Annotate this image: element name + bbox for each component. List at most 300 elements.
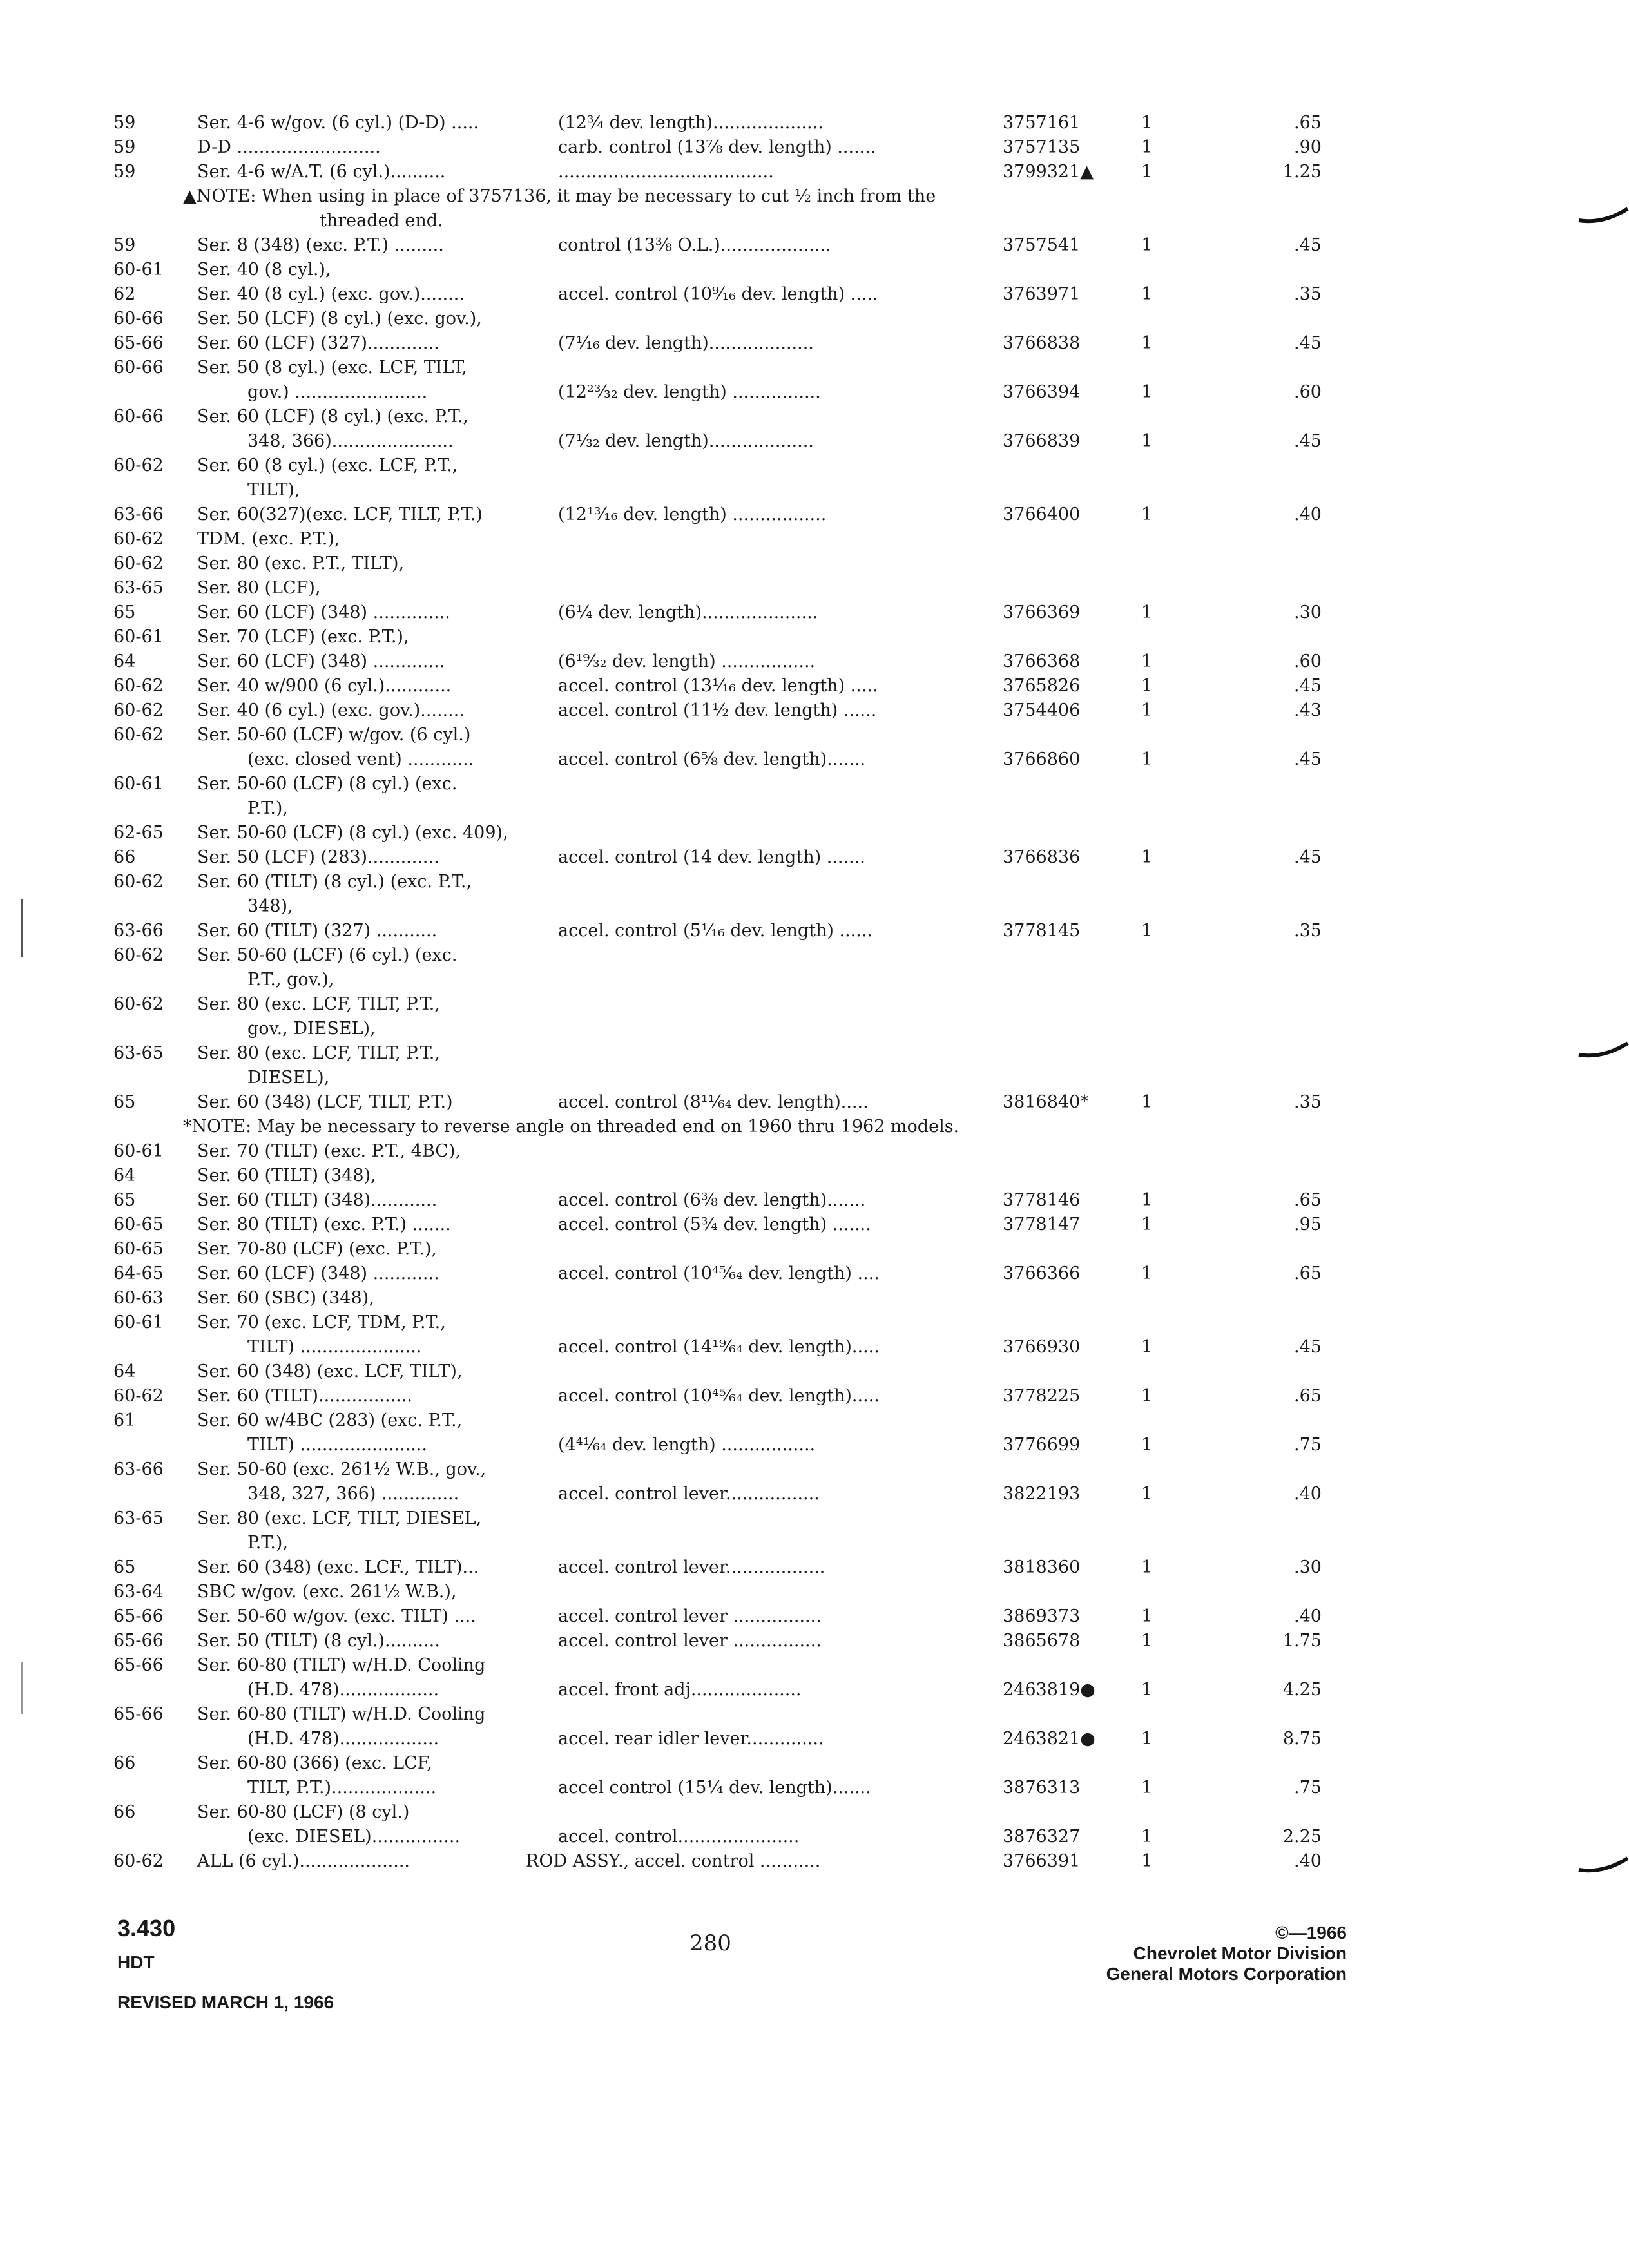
copyright: ©—1966 — [1275, 1923, 1347, 1943]
part-number: 3778146 — [1003, 1190, 1081, 1210]
section-code: HDT — [117, 1952, 155, 1972]
table-row — [113, 1311, 1376, 1335]
table-row — [113, 1800, 1376, 1825]
table-row — [113, 1849, 1376, 1874]
model-year: 62 — [113, 284, 136, 304]
model-year: 65-66 — [113, 333, 164, 353]
model-application: gov.) ........................ — [247, 382, 428, 402]
list-price: .45 — [1294, 847, 1322, 867]
model-year: 66 — [113, 847, 136, 867]
model-year: 60-62 — [113, 700, 164, 720]
quantity: 1 — [1141, 651, 1153, 671]
model-year: 60-61 — [113, 627, 164, 647]
table-row — [113, 282, 1376, 307]
part-description: ....................................... — [558, 162, 774, 182]
model-application: TILT), — [247, 480, 300, 500]
table-row — [113, 111, 1376, 135]
table-row — [113, 894, 1376, 919]
note-text: ▲NOTE: When using in place of 3757136, it may be necessary to cut ½ inch from the — [183, 186, 936, 206]
model-application: P.T.), — [247, 798, 289, 818]
binding-mark — [1577, 206, 1629, 226]
table-row — [113, 1751, 1376, 1776]
model-year: 60-62 — [113, 994, 164, 1014]
part-number: 3754406 — [1003, 700, 1081, 720]
model-application: Ser. 50 (LCF) (283)............. — [197, 847, 439, 867]
model-application: ALL (6 cyl.).................... — [197, 1851, 410, 1871]
model-year: 63-65 — [113, 1508, 164, 1528]
table-row — [113, 747, 1376, 772]
table-row — [113, 527, 1376, 552]
binding-mark — [1577, 1041, 1629, 1060]
part-number: 3766394 — [1003, 382, 1081, 402]
model-application: Ser. 50 (8 cyl.) (exc. LCF, TILT, — [197, 358, 467, 378]
part-description: accel. control (11½ dev. length) ...... — [558, 700, 877, 720]
model-year: 63-65 — [113, 578, 164, 598]
model-application: (exc. DIESEL)................ — [247, 1827, 461, 1847]
part-description: accel. control (13¹⁄₁₆ dev. length) ..... — [558, 676, 878, 696]
table-row — [113, 1213, 1376, 1237]
quantity: 1 — [1141, 431, 1153, 451]
model-application: Ser. 60 (TILT)................. — [197, 1386, 412, 1406]
list-price: .40 — [1294, 505, 1322, 524]
part-description: accel. control (14¹⁹⁄₆₄ dev. length)..... — [558, 1337, 880, 1357]
parts-list — [113, 111, 1376, 1874]
model-year: 60-63 — [113, 1288, 164, 1308]
model-application: 348, 327, 366) .............. — [247, 1484, 459, 1504]
model-application: Ser. 60 (8 cyl.) (exc. LCF, P.T., — [197, 456, 458, 476]
model-application: Ser. 40 w/900 (6 cyl.)............ — [197, 676, 452, 696]
table-row — [113, 1335, 1376, 1360]
part-description: accel. control (5¹⁄₁₆ dev. length) ...... — [558, 921, 873, 941]
model-year: 60-61 — [113, 1312, 164, 1332]
table-row — [113, 992, 1376, 1017]
list-price: 4.25 — [1282, 1680, 1322, 1700]
model-year: 66 — [113, 1802, 136, 1822]
model-application: Ser. 50-60 (LCF) (8 cyl.) (exc. — [197, 774, 458, 794]
quantity: 1 — [1141, 1435, 1153, 1455]
part-description: accel. control (6⅝ dev. length)....... — [558, 749, 866, 769]
part-number: 3766836 — [1003, 847, 1081, 867]
model-year: 65 — [113, 602, 136, 622]
model-year: 60-65 — [113, 1215, 164, 1235]
table-row — [113, 1580, 1376, 1604]
part-number: 3876313 — [1003, 1778, 1081, 1798]
part-description: ROD ASSY., accel. control ........... — [526, 1851, 821, 1871]
table-row — [113, 1408, 1376, 1433]
model-application: Ser. 4-6 w/gov. (6 cyl.) (D-D) ..... — [197, 113, 479, 133]
model-application: Ser. 40 (8 cyl.) (exc. gov.)........ — [197, 284, 465, 304]
model-application: Ser. 60 (LCF) (348) .............. — [197, 602, 450, 622]
model-year: 59 — [113, 137, 136, 157]
list-price: .40 — [1294, 1851, 1322, 1871]
model-application: Ser. 80 (exc. P.T., TILT), — [197, 553, 405, 573]
part-description: accel. control lever.................. — [558, 1557, 825, 1577]
model-application: TILT) ....................... — [247, 1435, 427, 1455]
quantity: 1 — [1141, 382, 1153, 402]
model-application: Ser. 60(327)(exc. LCF, TILT, P.T.) — [197, 505, 483, 524]
table-row — [113, 1017, 1376, 1041]
list-price: .43 — [1294, 700, 1322, 720]
table-row — [113, 1702, 1376, 1727]
list-price: .40 — [1294, 1606, 1322, 1626]
model-application: Ser. 60 (348) (LCF, TILT, P.T.) — [197, 1092, 453, 1112]
section-number: 3.430 — [117, 1915, 176, 1941]
scan-artifact — [21, 899, 23, 957]
part-number: 3865678 — [1003, 1631, 1081, 1651]
model-application: Ser. 50 (TILT) (8 cyl.).......... — [197, 1631, 440, 1651]
revision-date: REVISED MARCH 1, 1966 — [117, 1992, 334, 2012]
quantity: 1 — [1141, 1729, 1153, 1749]
model-application: Ser. 70 (LCF) (exc. P.T.), — [197, 627, 409, 647]
model-application: Ser. 60-80 (TILT) w/H.D. Cooling — [197, 1655, 486, 1675]
table-row — [113, 649, 1376, 674]
quantity: 1 — [1141, 921, 1153, 941]
table-row — [113, 405, 1376, 429]
model-year: 66 — [113, 1753, 136, 1773]
table-row — [113, 1776, 1376, 1800]
table-row — [113, 821, 1376, 845]
model-year: 63-66 — [113, 921, 164, 941]
table-row — [113, 870, 1376, 894]
model-application: Ser. 70 (exc. LCF, TDM, P.T., — [197, 1312, 446, 1332]
part-description: accel. control lever ................ — [558, 1606, 822, 1626]
model-year: 60-66 — [113, 309, 164, 329]
quantity: 1 — [1141, 284, 1153, 304]
list-price: .65 — [1294, 113, 1322, 133]
model-application: 348, 366)...................... — [247, 431, 454, 451]
table-row — [113, 1825, 1376, 1849]
table-row — [113, 356, 1376, 380]
table-row — [113, 1506, 1376, 1531]
table-row — [113, 135, 1376, 160]
table-row — [113, 160, 1376, 184]
part-description: accel. control lever................. — [558, 1484, 820, 1504]
model-application: P.T.), — [247, 1533, 289, 1553]
quantity: 1 — [1141, 1337, 1153, 1357]
model-application: Ser. 40 (8 cyl.), — [197, 260, 331, 280]
table-row — [113, 1653, 1376, 1678]
list-price: .35 — [1294, 921, 1322, 941]
table-row — [113, 674, 1376, 698]
model-application: Ser. 60 (LCF) (348) ............ — [197, 1264, 439, 1283]
table-row — [113, 796, 1376, 821]
model-application: Ser. 60 (SBC) (348), — [197, 1288, 374, 1308]
model-application: Ser. 50-60 (exc. 261½ W.B., gov., — [197, 1459, 487, 1479]
table-row — [113, 503, 1376, 527]
model-year: 63-66 — [113, 505, 164, 524]
part-description: accel. control (6⅜ dev. length)....... — [558, 1190, 866, 1210]
model-year: 60-62 — [113, 553, 164, 573]
model-year: 60-61 — [113, 260, 164, 280]
table-row — [113, 698, 1376, 723]
table-row — [113, 1262, 1376, 1286]
table-row — [113, 307, 1376, 331]
model-application: Ser. 60 (TILT) (348), — [197, 1166, 376, 1186]
model-year: 65 — [113, 1557, 136, 1577]
list-price: .95 — [1294, 1215, 1322, 1235]
part-number: 3757135 — [1003, 137, 1081, 157]
model-application: Ser. 50 (LCF) (8 cyl.) (exc. gov.), — [197, 309, 482, 329]
part-number: 3763971 — [1003, 284, 1081, 304]
quantity: 1 — [1141, 333, 1153, 353]
model-application: Ser. 60 (LCF) (327)............. — [197, 333, 439, 353]
division-name: Chevrolet Motor Division — [1133, 1943, 1347, 1963]
model-year: 60-62 — [113, 945, 164, 965]
table-row — [113, 1188, 1376, 1213]
table-row — [113, 1139, 1376, 1164]
model-application: Ser. 4-6 w/A.T. (6 cyl.).......... — [197, 162, 446, 182]
model-application: TILT) ...................... — [247, 1337, 422, 1357]
list-price: .75 — [1294, 1778, 1322, 1798]
quantity: 1 — [1141, 235, 1153, 255]
table-row — [113, 772, 1376, 796]
model-application: (H.D. 478).................. — [247, 1729, 439, 1749]
part-description: accel. rear idler lever.............. — [558, 1729, 824, 1749]
model-year: 60-61 — [113, 1141, 164, 1161]
table-row — [113, 1604, 1376, 1629]
table-row — [113, 968, 1376, 992]
list-price: .45 — [1294, 749, 1322, 769]
model-year: 59 — [113, 162, 136, 182]
part-number: 3822193 — [1003, 1484, 1081, 1504]
quantity: 1 — [1141, 162, 1153, 182]
model-year: 65-66 — [113, 1606, 164, 1626]
scan-artifact — [21, 1662, 23, 1714]
quantity: 1 — [1141, 1386, 1153, 1406]
quantity: 1 — [1141, 1215, 1153, 1235]
model-application: P.T., gov.), — [247, 970, 334, 990]
quantity: 1 — [1141, 1484, 1153, 1504]
list-price: .65 — [1294, 1386, 1322, 1406]
list-price: .45 — [1294, 1337, 1322, 1357]
part-number: 3766368 — [1003, 651, 1081, 671]
list-price: .40 — [1294, 1484, 1322, 1504]
model-year: 60-61 — [113, 774, 164, 794]
part-number: 3818360 — [1003, 1557, 1081, 1577]
part-number: 3766860 — [1003, 749, 1081, 769]
corporation-name: General Motors Corporation — [1106, 1964, 1347, 1984]
model-year: 65-66 — [113, 1704, 164, 1724]
model-application: Ser. 50-60 (LCF) (6 cyl.) (exc. — [197, 945, 458, 965]
model-year: 64 — [113, 1361, 136, 1381]
list-price: .45 — [1294, 431, 1322, 451]
model-application: Ser. 50-60 (LCF) w/gov. (6 cyl.) — [197, 725, 471, 745]
table-row — [113, 1433, 1376, 1457]
model-application: Ser. 50-60 w/gov. (exc. TILT) .... — [197, 1606, 476, 1626]
model-application: Ser. 60 (TILT) (8 cyl.) (exc. P.T., — [197, 872, 472, 892]
model-year: 60-66 — [113, 407, 164, 427]
model-application: Ser. 60 w/4BC (283) (exc. P.T., — [197, 1410, 463, 1430]
part-number: 3799321▲ — [1003, 162, 1094, 182]
model-year: 59 — [113, 235, 136, 255]
quantity: 1 — [1141, 847, 1153, 867]
model-application: Ser. 60-80 (366) (exc. LCF, — [197, 1753, 432, 1773]
table-row — [113, 233, 1376, 258]
table-row — [113, 625, 1376, 649]
model-year: 60-62 — [113, 1851, 164, 1871]
part-number: 3876327 — [1003, 1827, 1081, 1847]
part-description: accel. control lever ................ — [558, 1631, 822, 1651]
list-price: 2.25 — [1282, 1827, 1322, 1847]
part-description: accel. control...................... — [558, 1827, 800, 1847]
part-number: 3778225 — [1003, 1386, 1081, 1406]
model-year: 60-62 — [113, 725, 164, 745]
quantity: 1 — [1141, 1264, 1153, 1283]
model-application: TDM. (exc. P.T.), — [197, 529, 340, 549]
part-number: 3778147 — [1003, 1215, 1081, 1235]
model-year: 64-65 — [113, 1264, 164, 1283]
table-row — [113, 601, 1376, 625]
model-application: Ser. 60 (TILT) (327) ........... — [197, 921, 438, 941]
list-price: .65 — [1294, 1264, 1322, 1283]
table-row — [113, 454, 1376, 478]
model-application: D-D .......................... — [197, 137, 381, 157]
quantity: 1 — [1141, 1557, 1153, 1577]
quantity: 1 — [1141, 505, 1153, 524]
model-year: 60-62 — [113, 529, 164, 549]
quantity: 1 — [1141, 137, 1153, 157]
model-application: Ser. 70 (TILT) (exc. P.T., 4BC), — [197, 1141, 461, 1161]
list-price: .35 — [1294, 284, 1322, 304]
part-number: 2463821● — [1003, 1729, 1095, 1749]
part-description: accel control (15¼ dev. length)....... — [558, 1778, 871, 1798]
model-year: 59 — [113, 113, 136, 133]
part-number: 3757161 — [1003, 113, 1081, 133]
part-description: control (13⅜ O.L.).................... — [558, 235, 831, 255]
list-price: 1.25 — [1282, 162, 1322, 182]
model-year: 65 — [113, 1190, 136, 1210]
part-number: 3766369 — [1003, 602, 1081, 622]
part-number: 3816840* — [1003, 1092, 1089, 1112]
model-year: 65 — [113, 1092, 136, 1112]
table-row — [113, 380, 1376, 405]
part-number: 3776699 — [1003, 1435, 1081, 1455]
table-row — [113, 1041, 1376, 1066]
table-row — [113, 1555, 1376, 1580]
quantity: 1 — [1141, 1092, 1153, 1112]
table-row — [113, 1531, 1376, 1555]
part-number: 3778145 — [1003, 921, 1081, 941]
model-application: Ser. 60 (TILT) (348)............ — [197, 1190, 438, 1210]
list-price: 1.75 — [1282, 1631, 1322, 1651]
binding-mark — [1577, 1856, 1629, 1875]
quantity: 1 — [1141, 1631, 1153, 1651]
part-description: accel. control (5¾ dev. length) ....... — [558, 1215, 871, 1235]
model-application: 348), — [247, 896, 293, 916]
part-description: accel. control (10⁹⁄₁₆ dev. length) ..... — [558, 284, 878, 304]
table-row — [113, 1360, 1376, 1384]
quantity: 1 — [1141, 1778, 1153, 1798]
model-year: 60-62 — [113, 872, 164, 892]
table-row — [113, 1090, 1376, 1115]
table-row — [113, 919, 1376, 943]
part-description: (7¹⁄₁₆ dev. length)................... — [558, 333, 814, 353]
part-description: accel. control (10⁴⁵⁄₆₄ dev. length) .... — [558, 1264, 880, 1283]
part-description: (6¹⁹⁄₃₂ dev. length) ................. — [558, 651, 816, 671]
model-year: 60-62 — [113, 676, 164, 696]
model-application: Ser. 40 (6 cyl.) (exc. gov.)........ — [197, 700, 465, 720]
table-row — [113, 1286, 1376, 1311]
model-application: TILT, P.T.)................... — [247, 1778, 437, 1798]
model-application: gov., DIESEL), — [247, 1019, 376, 1039]
quantity: 1 — [1141, 1606, 1153, 1626]
quantity: 1 — [1141, 1827, 1153, 1847]
model-year: 63-64 — [113, 1582, 164, 1602]
list-price: .60 — [1294, 382, 1322, 402]
model-application: Ser. 50-60 (LCF) (8 cyl.) (exc. 409), — [197, 823, 508, 843]
model-year: 64 — [113, 651, 136, 671]
page-number: 280 — [689, 1930, 731, 1956]
part-number: 3766366 — [1003, 1264, 1081, 1283]
list-price: .65 — [1294, 1190, 1322, 1210]
model-year: 64 — [113, 1166, 136, 1186]
model-application: Ser. 80 (exc. LCF, TILT, DIESEL, — [197, 1508, 482, 1528]
table-row — [113, 943, 1376, 968]
part-number: 3766400 — [1003, 505, 1081, 524]
model-application: Ser. 8 (348) (exc. P.T.) ......... — [197, 235, 444, 255]
table-row — [113, 1457, 1376, 1482]
note-text: *NOTE: May be necessary to reverse angle on threaded end on 1960 thru 1962 models. — [183, 1117, 959, 1137]
quantity: 1 — [1141, 113, 1153, 133]
table-row — [113, 552, 1376, 576]
table-row — [113, 1629, 1376, 1653]
part-description: (4⁴¹⁄₆₄ dev. length) ................. — [558, 1435, 816, 1455]
list-price: .75 — [1294, 1435, 1322, 1455]
quantity: 1 — [1141, 1190, 1153, 1210]
model-year: 60-62 — [113, 1386, 164, 1406]
list-price: .45 — [1294, 333, 1322, 353]
model-application: Ser. 60 (348) (exc. LCF, TILT), — [197, 1361, 463, 1381]
part-description: accel. front adj.................... — [558, 1680, 802, 1700]
note-text: threaded end. — [320, 211, 443, 231]
part-number: 3766391 — [1003, 1851, 1081, 1871]
model-application: Ser. 60-80 (TILT) w/H.D. Cooling — [197, 1704, 486, 1724]
table-row — [113, 1678, 1376, 1702]
model-application: SBC w/gov. (exc. 261½ W.B.), — [197, 1582, 457, 1602]
table-row — [113, 576, 1376, 601]
model-year: 63-65 — [113, 1043, 164, 1063]
model-application: (H.D. 478).................. — [247, 1680, 439, 1700]
model-application: Ser. 60-80 (LCF) (8 cyl.) — [197, 1802, 410, 1822]
part-description: (12²³⁄₃₂ dev. length) ................ — [558, 382, 821, 402]
part-description: (12¹³⁄₁₆ dev. length) ................. — [558, 505, 827, 524]
table-row — [113, 1727, 1376, 1751]
model-year: 60-62 — [113, 456, 164, 476]
model-application: Ser. 60 (348) (exc. LCF., TILT)... — [197, 1557, 479, 1577]
table-row — [113, 1066, 1376, 1090]
quantity: 1 — [1141, 749, 1153, 769]
model-application: (exc. closed vent) ............ — [247, 749, 474, 769]
part-description: (12¾ dev. length).................... — [558, 113, 824, 133]
quantity: 1 — [1141, 602, 1153, 622]
part-number: 3869373 — [1003, 1606, 1081, 1626]
model-year: 65-66 — [113, 1631, 164, 1651]
part-number: 2463819● — [1003, 1680, 1095, 1700]
part-number: 3766930 — [1003, 1337, 1081, 1357]
model-year: 62-65 — [113, 823, 164, 843]
quantity: 1 — [1141, 1851, 1153, 1871]
model-application: Ser. 60 (LCF) (8 cyl.) (exc. P.T., — [197, 407, 469, 427]
part-description: (6¼ dev. length)..................... — [558, 602, 818, 622]
list-price: .45 — [1294, 235, 1322, 255]
table-row — [113, 478, 1376, 503]
table-row — [113, 1482, 1376, 1506]
part-description: carb. control (13⅞ dev. length) ....... — [558, 137, 876, 157]
catalog-note — [113, 1115, 1376, 1139]
part-description: accel. control (8¹¹⁄₆₄ dev. length)..... — [558, 1092, 869, 1112]
quantity: 1 — [1141, 676, 1153, 696]
list-price: .30 — [1294, 1557, 1322, 1577]
